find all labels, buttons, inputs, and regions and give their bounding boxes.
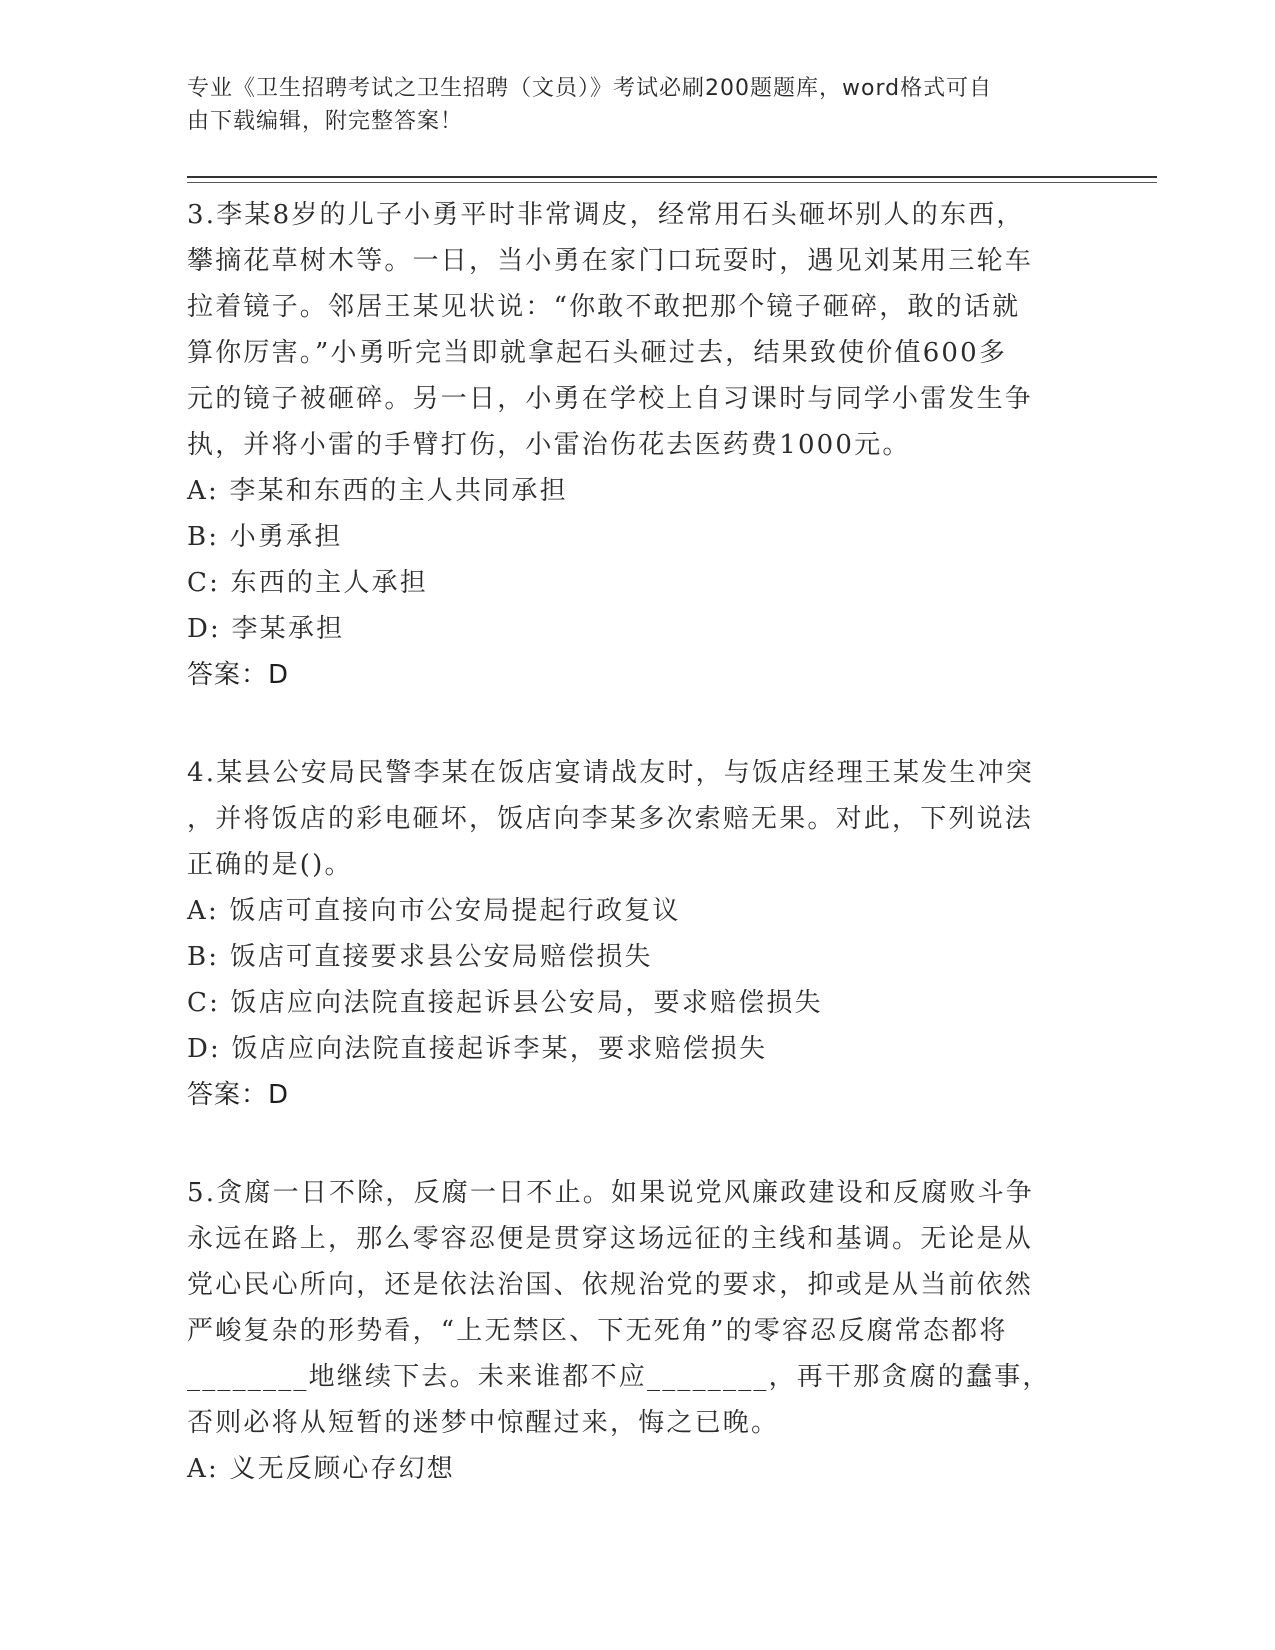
option-c: C: 东西的主人承担 bbox=[187, 568, 428, 598]
stem-line: 正确的是()。 bbox=[187, 850, 353, 880]
option-c: C: 饭店应向法院直接起诉县公安局，要求赔偿损失 bbox=[187, 988, 823, 1018]
document-header bbox=[187, 72, 1067, 138]
stem-line: 4.某县公安局民警李某在饭店宴请战友时，与饭店经理王某发生冲突 bbox=[187, 758, 1035, 788]
stem-line: 拉着镜子。邻居王某见状说：“你敢不敢把那个镜子砸碎，敢的话就 bbox=[187, 292, 1021, 322]
stem-line: 严峻复杂的形势看，“上无禁区、下无死角”的零容忍反腐常态都将 bbox=[187, 1316, 1008, 1346]
stem-line: ，并将饭店的彩电砸坏，饭店向李某多次索赔无果。对此，下列说法 bbox=[187, 804, 1034, 834]
option-d: D: 饭店应向法院直接起诉李某，要求赔偿损失 bbox=[187, 1034, 768, 1064]
question-stem bbox=[187, 192, 1067, 468]
stem-line: 执，并将小雷的手臂打伤，小雷治伤花去医药费1000元。 bbox=[187, 430, 911, 460]
option-d: D: 李某承担 bbox=[187, 614, 345, 644]
stem-line: 5.贪腐一日不除，反腐一日不止。如果说党风廉政建设和反腐败斗争 bbox=[187, 1178, 1035, 1208]
question-4 bbox=[187, 750, 1067, 1118]
stem-line: 攀摘花草树木等。一日，当小勇在家门口玩耍时，遇见刘某用三轮车 bbox=[187, 246, 1034, 276]
stem-line: 党心民心所向，还是依法治国、依规治党的要求，抑或是从当前依然 bbox=[187, 1270, 1034, 1300]
header-title-line-2: 由下载编辑，附完整答案！ bbox=[187, 109, 464, 134]
option-b: B: 小勇承担 bbox=[187, 522, 343, 552]
stem-line: 永远在路上，那么零容忍便是贯穿这场远征的主线和基调。无论是从 bbox=[187, 1224, 1034, 1254]
question-stem bbox=[187, 1170, 1067, 1446]
stem-line: 元的镜子被砸碎。另一日，小勇在学校上自习课时与同学小雷发生争 bbox=[187, 384, 1034, 414]
header-divider-thin bbox=[187, 182, 1157, 183]
option-a: A: 饭店可直接向市公安局提起行政复议 bbox=[187, 896, 681, 926]
answer-line: 答案：D bbox=[187, 1080, 290, 1110]
option-a: A: 李某和东西的主人共同承担 bbox=[187, 476, 568, 506]
question-5 bbox=[187, 1170, 1067, 1492]
option-a: A: 义无反顾心存幻想 bbox=[187, 1454, 456, 1484]
option-b: B: 饭店可直接要求县公安局赔偿损失 bbox=[187, 942, 653, 972]
question-stem bbox=[187, 750, 1067, 888]
stem-line: 否则必将从短暂的迷梦中惊醒过来，悔之已晚。 bbox=[187, 1408, 780, 1438]
header-divider-thick bbox=[187, 176, 1157, 178]
question-list bbox=[187, 192, 1067, 1492]
stem-line: 3.李某8岁的儿子小勇平时非常调皮，经常用石头砸坏别人的东西， bbox=[187, 200, 1025, 230]
answer-line: 答案：D bbox=[187, 660, 290, 690]
header-title-line-1: 专业《卫生招聘考试之卫生招聘（文员）》考试必刷200题题库，word格式可自 bbox=[187, 76, 993, 101]
question-3 bbox=[187, 192, 1067, 698]
stem-line: 算你厉害。”小勇听完当即就拿起石头砸过去，结果致使价值600多 bbox=[187, 338, 1008, 368]
stem-line: ________地继续下去。未来谁都不应________，再干那贪腐的蠢事， bbox=[187, 1362, 1051, 1392]
